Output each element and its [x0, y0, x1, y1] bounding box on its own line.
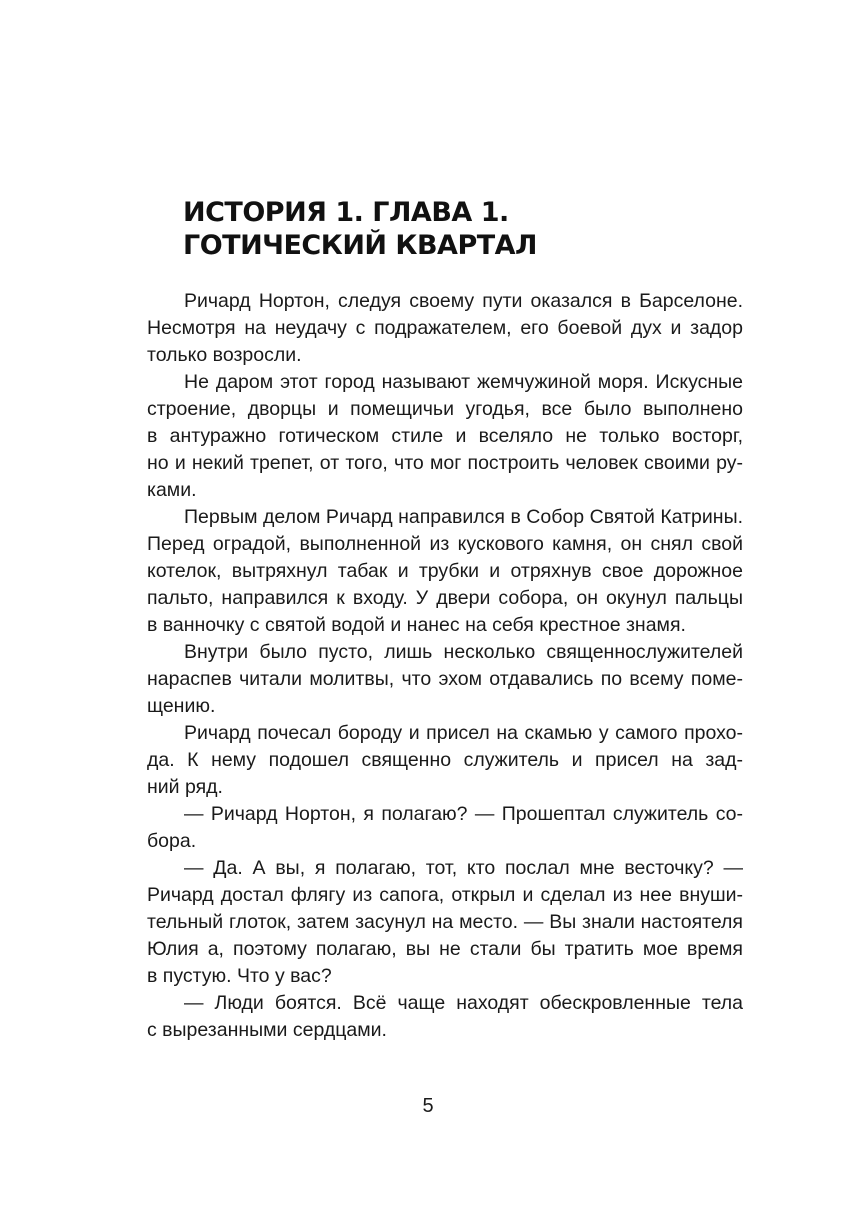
- text-line: в пустую. Что у вас?: [147, 965, 332, 987]
- text-line: Внутри было пусто, лишь несколько священнослужителей: [184, 641, 743, 663]
- text-line: — Ричард Нортон, я полагаю? — Прошептал служитель со-: [184, 803, 743, 825]
- page-number: 5: [422, 1095, 434, 1117]
- text-line: щению.: [147, 695, 216, 717]
- text-line: Юлия а, поэтому полагаю, вы не стали бы тратить мое время: [147, 938, 743, 960]
- text-line: котелок, вытряхнул табак и трубки и отряхнув свое дорожное: [147, 560, 743, 582]
- text-line: Несмотря на неудачу с подражателем, его боевой дух и задор: [147, 317, 743, 339]
- text-line: в антуражно готическом стиле и вселяло не только восторг,: [147, 425, 743, 447]
- text-line: бора.: [147, 830, 197, 852]
- text-line: Не даром этот город называют жемчужиной моря. Искусные: [184, 371, 743, 393]
- text-line: ками.: [147, 479, 197, 501]
- text-line: но и некий трепет, от того, что мог построить человек своими ру-: [147, 452, 743, 474]
- text-line: с вырезанными сердцами.: [147, 1019, 387, 1041]
- text-line: строение, дворцы и помещичьи угодья, все было выполнено: [147, 398, 743, 420]
- text-line: — Люди боятся. Всё чаще находят обескровленные тела: [184, 992, 743, 1014]
- chapter-title: [183, 196, 743, 262]
- text-line: Перед оградой, выполненной из кускового камня, он снял свой: [147, 533, 743, 555]
- text-line: нараспев читали молитвы, что эхом отдавались по всему поме-: [147, 668, 743, 690]
- text-line: Ричард Нортон, следуя своему пути оказался в Барселоне.: [184, 290, 743, 312]
- text-line: в ванночку с святой водой и нанес на себя крестное знамя.: [147, 614, 686, 636]
- chapter-title-line-2: ГОТИЧЕСКИЙ КВАРТАЛ: [183, 230, 537, 261]
- body-text: [147, 288, 743, 1044]
- text-line: Ричард достал флягу из сапога, открыл и сделал из нее внуши-: [147, 884, 743, 906]
- chapter-title-line-1: ИСТОРИЯ 1. ГЛАВА 1.: [183, 197, 509, 228]
- text-line: тельный глоток, затем засунул на место. — Вы знали настоятеля: [147, 911, 743, 933]
- text-line: Ричард почесал бороду и присел на скамью у самого прохо-: [184, 722, 743, 744]
- text-line: — Да. А вы, я полагаю, тот, кто послал мне весточку? —: [184, 857, 743, 879]
- text-line: пальто, направился к входу. У двери собора, он окунул пальцы: [147, 587, 743, 609]
- text-line: Первым делом Ричард направился в Собор Святой Катрины.: [184, 506, 743, 528]
- text-line: да. К нему подошел священно служитель и присел на зад-: [147, 749, 743, 771]
- text-line: только возросли.: [147, 344, 302, 366]
- text-line: ний ряд.: [147, 776, 223, 798]
